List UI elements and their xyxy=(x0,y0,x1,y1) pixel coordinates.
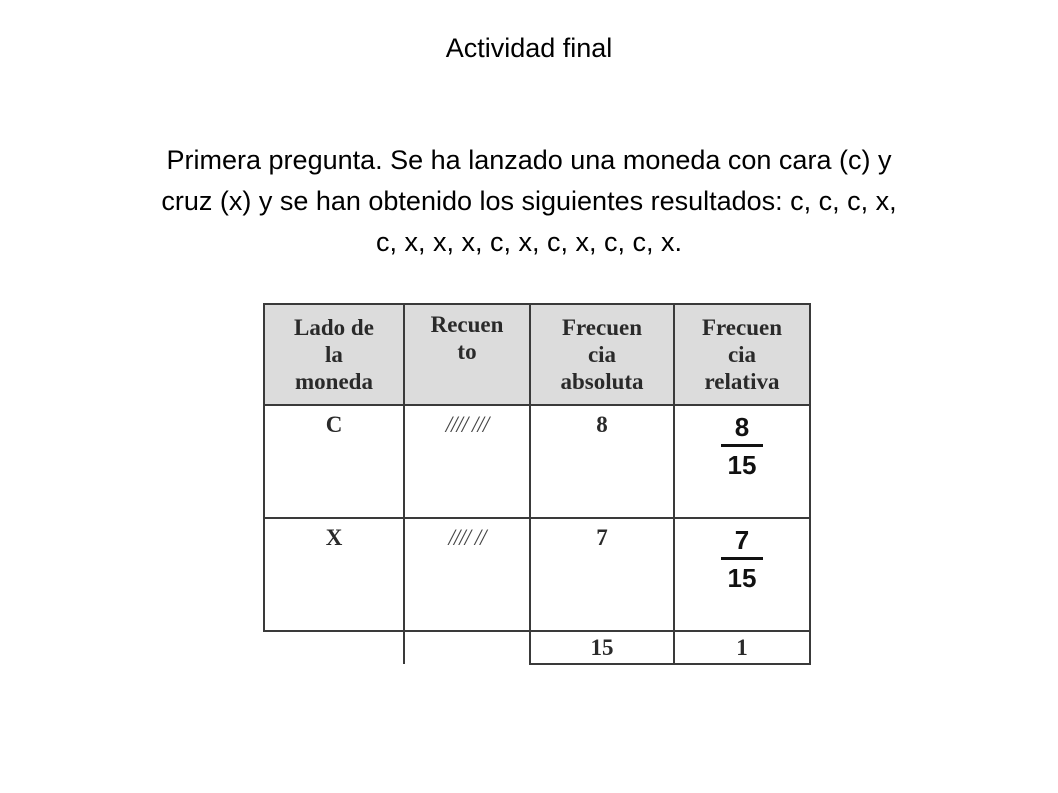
fraction-bar xyxy=(721,444,763,447)
cell-absoluta: 7 xyxy=(530,518,674,631)
fraction-denominator: 15 xyxy=(727,563,757,593)
cell-lado: C xyxy=(264,405,404,518)
fraction-numerator: 7 xyxy=(734,525,750,555)
cell-relativa xyxy=(674,405,810,518)
fraction-numerator: 8 xyxy=(734,412,750,442)
question-line-2: cruz (x) y se han obtenido los siguientes resultados: c, c, c, x, xyxy=(161,186,897,216)
cell-total-absoluta: 15 xyxy=(530,631,674,664)
cell-recuento: //// // xyxy=(404,518,530,631)
question-line-3: c, x, x, x, c, x, c, x, c, c, x. xyxy=(375,227,683,257)
table-total-row xyxy=(264,631,810,664)
cell-empty xyxy=(264,631,404,664)
cell-total-relativa: 1 xyxy=(674,631,810,664)
fraction-bar xyxy=(721,557,763,560)
header-recuento: Recuen to xyxy=(404,304,530,405)
cell-absoluta: 8 xyxy=(530,405,674,518)
fraction xyxy=(721,412,763,480)
question-line-1: Primera pregunta. Se ha lanzado una moneda con cara (c) y xyxy=(166,145,892,175)
slide-title: Actividad final xyxy=(445,33,613,63)
cell-relativa xyxy=(674,518,810,631)
fraction-denominator: 15 xyxy=(727,450,757,480)
header-lado: Lado de la moneda xyxy=(264,304,404,405)
table-row xyxy=(264,405,810,518)
header-frecuencia-relativa: Frecuen cia relativa xyxy=(674,304,810,405)
table-header-row xyxy=(264,304,810,405)
cell-empty xyxy=(404,631,530,664)
fraction xyxy=(721,525,763,593)
cell-recuento: //// /// xyxy=(404,405,530,518)
header-frecuencia-absoluta: Frecuen cia absoluta xyxy=(530,304,674,405)
cell-lado: X xyxy=(264,518,404,631)
frequency-table xyxy=(263,303,811,665)
table-row xyxy=(264,518,810,631)
question-text xyxy=(80,140,978,263)
